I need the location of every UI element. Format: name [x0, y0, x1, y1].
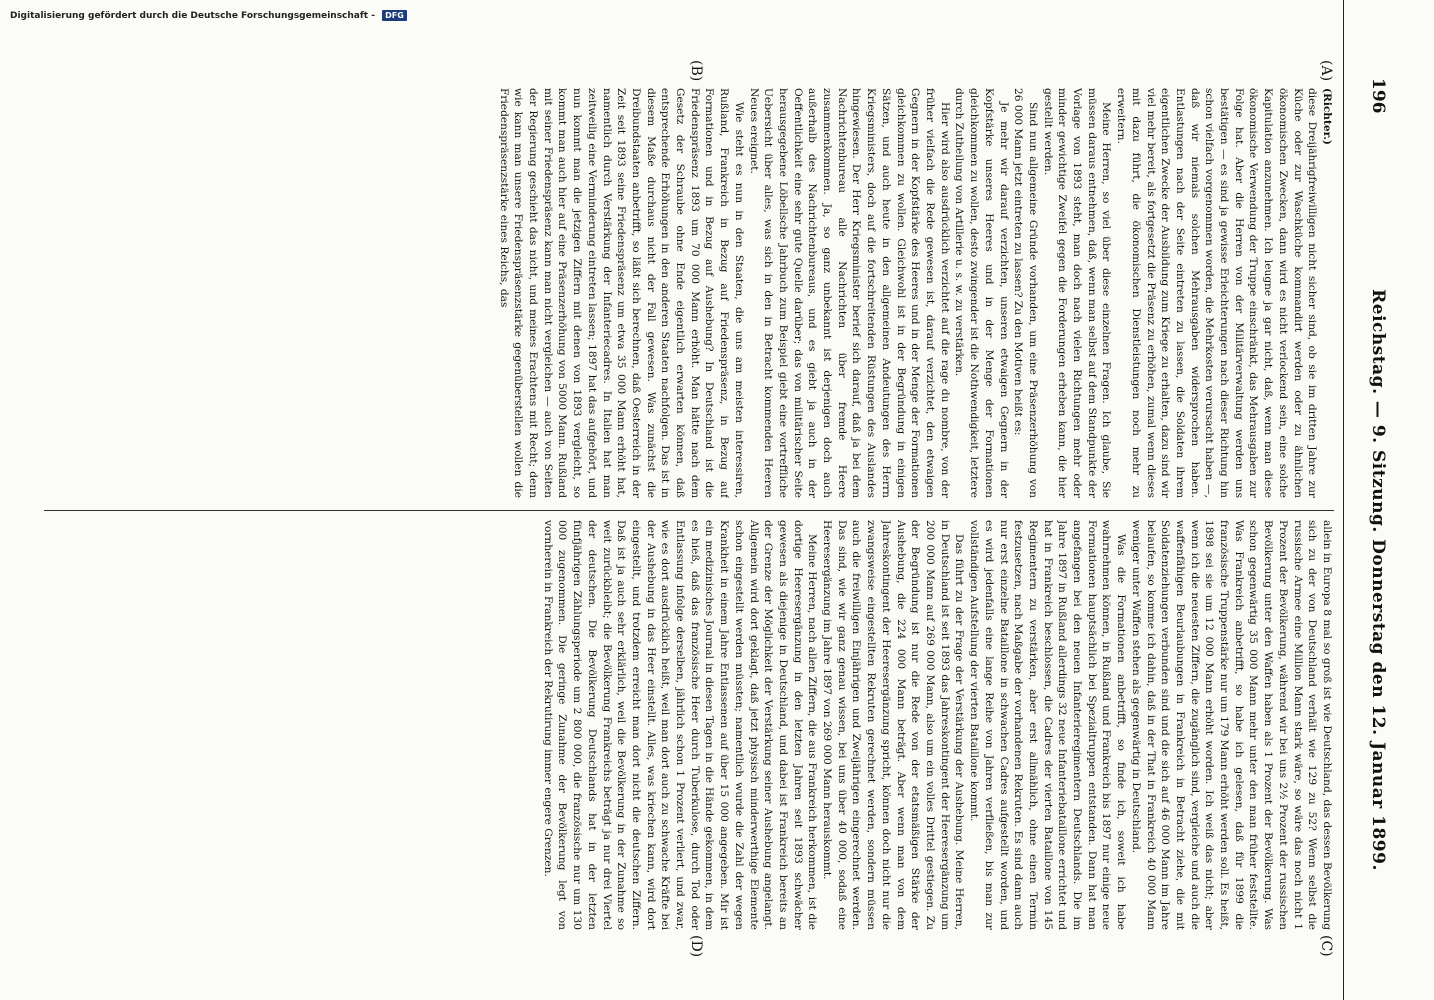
right-text-column [44, 520, 1334, 930]
margin-marker-d: (D) [688, 935, 704, 958]
paragraph: Sind nun allgemeine Gründe vorhanden, um eine Präsenzerhöhung von 26 000 Mann jetzt eintreten zu lassen? Zu den Motiven heißt es: [1012, 88, 1039, 498]
paragraph: Meine Herren, nach allen Ziffern, die aus Frankreich herkommen, ist die dortige Heeresergänzung in den letzten Jahren seit 1893 schwächer gewesen als diejenige in Deutschland, und dabei ist Frankreich bereits an der Grenze der Möglichkeit der Verstärkung seiner Aushebung angelangt. Allgemein wird dort geklagt, daß jetzt physisch minderwerthige Elemente schon eingestellt werden müssten; namentlich wurde die Zahl der wegen Krankheit in einem Jahre Entlassenen auf über 15 000 angegeben. Mir ist ein medizinisches Journal in diesen Tagen in die Hände gekommen, in dem es hieß, daß das französische Heer durch Tuberkulose, durch Tod oder Entlassung infolge derselben, jährlich schon 1 Prozent verliert, und zwar, wie es dort ausdrücklich heißt, weil man dort auch zu schwache Kräfte bei der Aushebung in das Heer einstellt. Alles, was kriechen kann, wird dort eingestellt, und trotzdem erreicht man dort nicht die deutschen Ziffern. Daß ist ja auch sehr erklärlich, weil die Bevölkerung in der Zunahme so weit zurückbleibt; die Bevölkerung Frankreichs beträgt ja nur drei Viertel der deutschen. Die Bevölkerung Deutschlands hat in der letzten fünfjährigen Zählungsperiode um 2 800 000, die französische nur um 130 000 zugenommen. Die geringe Zunahme der Bevölkerung legt von vornherein in Frankreich der Rekrutirung immer engere Grenzen. [541, 520, 819, 930]
speaker-label: (Richter.) [1321, 88, 1333, 145]
paragraph: Wie steht es nun in den Staaten, die uns am meisten interessiren, Rußland, Frankreich in Bezug auf Friedenspräsenz, in Bezug auf Formationen und in Bezug auf Aushebung? In Deutschland ist die Friedenspräsenz 1893 um 70 000 Mann erhöht. Man hätte nach dem Gesetz der Schraube ohne Ende eigentlich erwarten können, daß entsprechende Erhöhungen in den anderen Staaten nachfolgen. Das ist in diesem Maße durchaus nicht der Fall gewesen. Was zunächst die Dreibundstaaten anbetrifft, so läßt sich berechnen, daß Oesterreich in der Zeit seit 1893 seine Friedenspräsenz um etwa 35 000 Mann erhöht hat, namentlich durch Verstärkung der Infanteriecadres. In Italien hat man zeitweilig eine Verminderung eintreten lassen; 1897 hat das aufgehört, und nun kommt man die jetzigen Ziffern mit denen von 1893 vergleicht, so kommt man auch hier auf eine Präsenzerhöhung von 5000 Mann. Rußland mit seiner Friedenspräsenz kann man nicht vergleichen — auch von Seiten der Regierung geschieht das nicht, und meines Erachtens mit Recht; denn wie kann man unsere Friedenspräsenzstärke gegenüberstellen wollen die Friedenspräsenzstärke eines Reichs, das [497, 88, 745, 498]
paragraph: Das führt zu der Frage der Verstärkung der Aushebung. Meine Herren, in Deutschland ist seit 1893 das Jahreskontingent der Heeresergänzung um 200 000 Mann auf 269 000 Mann, also um ein volles Drittel gestiegen. Zu der Begründung ist nur die Rede von der etatsmäßigen Stärke der Aushebung, die 224 000 Mann beträgt. Aber wenn man von dem Jahreskontingent der Heeresergänzung spricht, können doch nicht nur die zwangsweise eingestellten Rekruten gerechnet werden, sondern müssen auch die freiwilligen Einjährigen und Zweijährigen eingerechnet werden. Das sind, wie wir ganz genau wissen, bei uns über 40 000, sodaß eine Heeresergänzung im Jahre 1897 von 269 000 Mann herauskommt. [821, 520, 966, 930]
running-title: Reichstag. — 9. Sitzung. Donnerstag den 12. Januar 1899. [1368, 289, 1388, 871]
dfg-logo: DFG [382, 10, 407, 21]
left-text-column [44, 88, 1334, 498]
paragraph: Meine Herren, so viel über diese einzelnen Fragen. Ich glaube, Sie müssen daraus entnehmen, daß, wenn man selbst auf dem Standpunkte der Vorlage von 1893 steht, man doch nach vielen Richtungen mehr oder minder gewichtige Zweifel gegen die Forderungen erheben kann, die hier gestellt werden. [1041, 88, 1113, 498]
margin-marker-a: (A) [1318, 60, 1334, 82]
paragraph: allein in Europa 8 mal so groß ist wie Deutschland, das dessen Bevölkerung sich zu der von Deutschland verhält wie 129 zu 52? Wenn selbst die russische Armee eine Million Mann stark wäre, so wäre das noch nicht 1 Prozent der Bevölkerung, während wir bei uns 2½ Prozent der russischen Bevölkerung unter den Waffen haben als 1 Prozent der Bevölkerung. Was schon gegenwärtig 35 000 Mann mehr unter den man früher feststellte. Was Frankreich anbetrifft, so habe ich gelesen, daß für 1899 die französische Truppenstärke nur um 179 Mann erhöht werden soll. Es heißt, 1898 sei sie um 12 000 Mann erhöht worden. Ich weiß das nicht; aber wenn ich die neuesten Ziffern, die zugänglich sind, vergleiche und auch die waffenfähigen Beurlaubungen in Frankreich in Betracht ziehe, die mit Soldatenziehungen verbunden sind und die sich auf 46 000 Mann im Jahre belaufen, so komme ich dahin, daß in der That in Frankreich 40 000 Mann weniger unter Waffen stehen als gegenwärtig in Deutschland. [1129, 520, 1333, 930]
quoted-paragraph: Je mehr wir darauf verzichten, unseren etwaigen Gegnern in der Kopfstärke unseres Heeres und in der Menge der Formationen gleichkommen zu wollen, desto zwingender ist die Nothwendigkeit, letztere durch Zutheilung von Artillerie u. s. w. zu verstärken. [953, 88, 1010, 498]
funding-text: Digitalisierung gefördert durch die Deutsche Forschungsgemeinschaft - [10, 11, 375, 21]
page-header [1343, 0, 1434, 1000]
paragraph: diese Dreijährigfreiwilligen nicht sicher sind, ob sie im dritten Jahre zur Küche oder zur Waschküche kommandirt werden oder zu ähnlichen ökonomischen Zwecken, dann wird es nicht verlockend sein, eine solche Kapitulation anzunehmen. Ich leugne ja gar nicht, daß, wenn man diese ökonomische Verwendung der Truppe einschränkt, das Mehrausgaben zur Folge hat. Aber die Herren von der Militärverwaltung werden uns bestätigen — es sind ja gewisse Erleichterungen nach dieser Richtung hin schon vielfach vorgenommen worden, die Mehrkosten verursacht haben —, daß wir niemals solchen Mehrausgaben widersprochen haben. Entlastungen nach der Seite eintreten zu lassen, die Soldaten ihrem eigentlichen Zwecke der Ausbildung zum Kriege zu erhalten, dazu sind wir viel mehr bereit, als fortgesetzt die Präsenz zu erhöhen, zumal wenn dieses mit dazu führt, die ökonomischen Dienstleistungen noch mehr zu erweitern. [1115, 88, 1319, 498]
column-divider [44, 510, 1334, 511]
margin-marker-c: (C) [1318, 935, 1334, 957]
page-number: 196 [1368, 78, 1388, 114]
funding-note [0, 0, 1000, 30]
margin-marker-b: (B) [688, 60, 704, 82]
paragraph: Hier wird also ausdrücklich verzichtet auf die rage du nombre, von der früher vielfach die Rede gewesen ist, darauf verzichtet, den etwaigen Gegnern in der Kopfstärke des Heeres und in der Menge der Formationen gleichkommen zu wollen. Gleichwohl ist in der Begründung in einigen Sätzen, und auch heute in den allgemeinen Andeutungen des Herrn Kriegsministers, doch auf die fortschreitenden Rüstungen des Auslandes hingewiesen. Der Herr Kriegsminister berief sich darauf, daß ja bei dem Nachrichtenbureau alle Nachrichten über fremde Heere zusammenkommen. Ja, so ganz unbekannt ist derjenigen doch auch außerhalb des Nachrichtenbureaus, und es giebt ja auch in der Oeffentlichkeit eine sehr gute Quelle darüber; das von militärischer Seite herausgegebene Löbellsche Jahrbuch zum Beispiel giebt eine vortreffliche Uebersicht über alles, was sich in den in Betracht kommenden Heeren Neues ereignet. [747, 88, 951, 498]
paragraph: Was die Formationen anbetrifft, so finde ich, soweit ich habe wahrnehmen können, in Rußland und Frankreich bis 1897 nur einige neue Formationen hauptsächlich bei Spezialtruppen entstanden. Dann hat man angefangen bei den neuen Infanterieregimentern Deutschlands. Die im Jahre 1897 in Rußland allerdings 32 neue Infanteriebataillone errichtet und hat in Frankreich beschlossen, die Cadres der vierten Bataillone von 145 Regimentern zu verstärken, aber erst allmählich, ohne einen Termin festzusetzen, nach Maßgabe der vorhandenen Rekruten. Es sind dann auch nur erst einzelne Bataillone in schwachen Cadres aufgestellt worden, und es wird jedenfalls eine lange Reihe von Jahren verfließen, bis man zur vollständigen Aufstellung der vierten Bataillone kommt. [968, 520, 1128, 930]
